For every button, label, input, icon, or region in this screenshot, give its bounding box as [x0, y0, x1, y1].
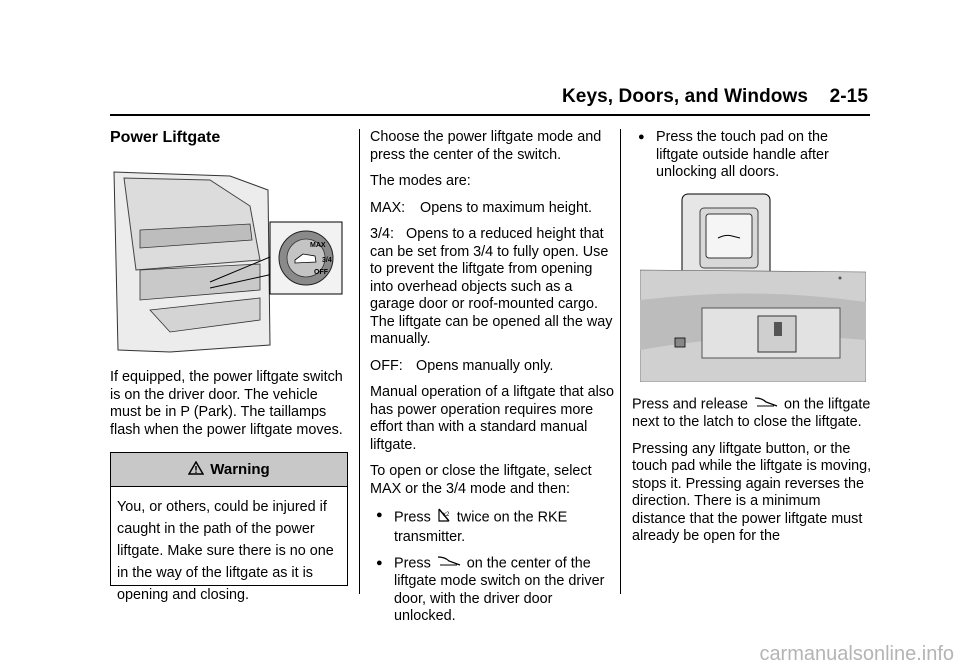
col3-text	[632, 129, 872, 191]
col2-para1: Choose the power liftgate mode and press the center of the switch.	[370, 129, 602, 163]
col3-text-lower	[632, 396, 872, 555]
mode-desc: Opens to a reduced height that can be set from 3/4 to fully open. Use to prevent the liftgate from opening into overhead objects such as a garage door or roof-mounted cargo. The liftgate can be opened all the way manually.	[370, 226, 613, 347]
svg-text:x2: x2	[442, 512, 450, 518]
liftgate-icon	[437, 555, 461, 573]
bullet-icon: ●	[376, 557, 383, 569]
mode-term: 3/4:	[370, 226, 395, 242]
mode-34	[370, 226, 615, 349]
list-item: ● Press x2 twice on the RKE transmitter.	[376, 509, 568, 545]
header-rule	[110, 114, 870, 116]
driver-door-figure	[110, 170, 348, 355]
dial-label-max: MAX	[310, 242, 326, 249]
liftgate-handle-figure	[640, 190, 866, 382]
dial-label-34: 3/4	[322, 257, 332, 264]
header-title: Keys, Doors, and Windows 2-15	[561, 86, 868, 107]
col3-para1: Press and release on the liftgate next to the latch to close the liftgate.	[632, 396, 871, 431]
col2-para4: To open or close the liftgate, select MAX or the 3/4 mode and then:	[370, 463, 592, 497]
warning-box	[110, 452, 348, 603]
list-item: ● Press on the center of the liftgate mode switch on the driver door, with the driver door unlocked.	[376, 555, 605, 625]
mode-term: MAX:	[370, 199, 406, 216]
liftgate-icon	[754, 396, 778, 414]
dial-label-off: OFF	[314, 269, 328, 276]
mode-off	[370, 358, 615, 376]
section-title: Power Liftgate	[110, 129, 221, 146]
col2-text	[370, 129, 615, 635]
col1-text	[110, 369, 350, 448]
col2-para3: Manual operation of a liftgate that also has power operation requires more effort than with a standard manual liftgate.	[370, 384, 615, 453]
warning-header	[111, 453, 347, 487]
mode-desc: Opens manually only.	[416, 357, 554, 374]
col2-para2: The modes are:	[370, 173, 471, 189]
rke-liftgate-icon	[437, 507, 451, 529]
warning-triangle-icon	[188, 461, 204, 479]
column-divider-2	[620, 129, 621, 594]
col3-para2: Pressing any liftgate button, or the touch pad while the liftgate is moving, stops it. Pressing again reverses the direction. There is a minimum distance that the power liftgate must already be open for the	[632, 440, 872, 545]
mode-term: OFF:	[370, 357, 403, 374]
list-item: ● Press the touch pad on the liftgate outside handle after unlocking all doors.	[638, 129, 829, 180]
col1-para1: If equipped, the power liftgate switch is on the driver door. The vehicle must be in P (Park). The taillamps flash when the power liftgate moves.	[110, 369, 343, 438]
column-divider-1	[359, 129, 360, 594]
warning-text: You, or others, could be injured if caught in the path of the power liftgate. Make sure there is no one in the way of the liftgate as it is opening and closing.	[117, 499, 334, 603]
bullet-icon: ●	[376, 509, 383, 521]
watermark: carmanualsonline.info	[759, 643, 954, 665]
warning-title: Warning	[210, 461, 270, 478]
mode-max	[370, 200, 615, 218]
bullet-icon: ●	[638, 131, 645, 143]
mode-desc: Opens to maximum height.	[420, 199, 592, 216]
page-header	[110, 86, 868, 110]
